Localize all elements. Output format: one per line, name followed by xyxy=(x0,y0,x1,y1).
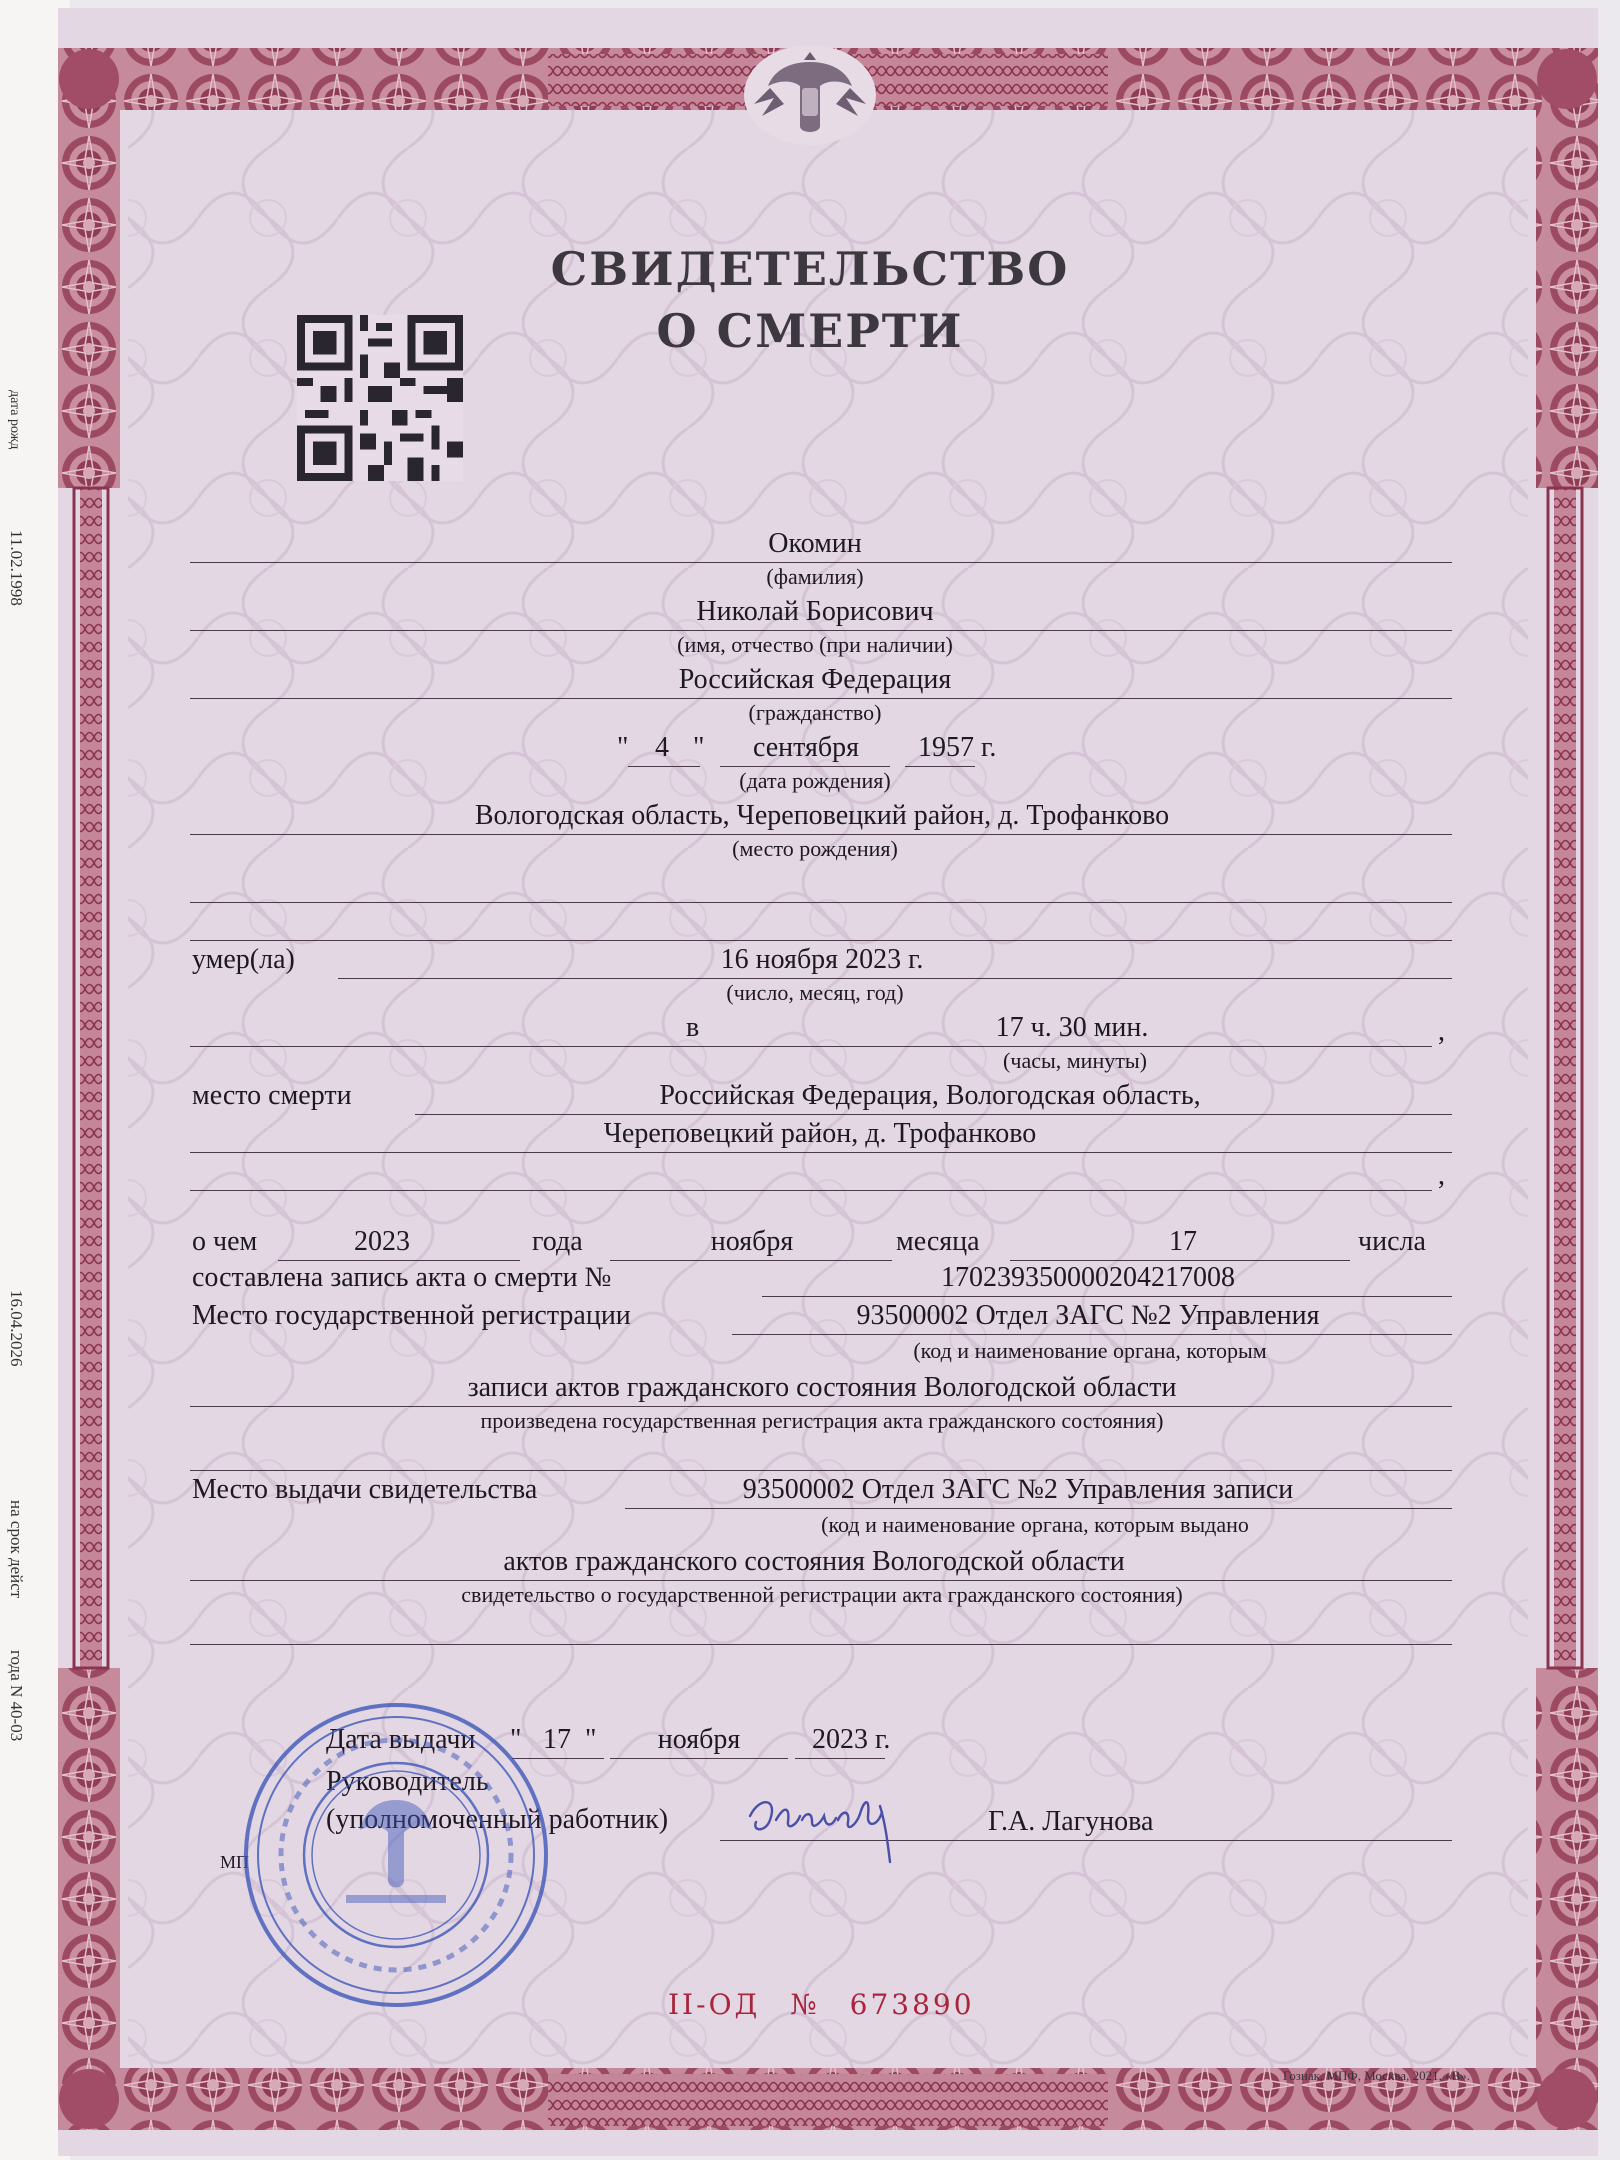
citizenship-value: Российская Федерация xyxy=(678,664,952,695)
signature xyxy=(740,1776,920,1866)
birth-year-value: 1957 г. xyxy=(918,732,997,763)
rule xyxy=(190,1046,1432,1047)
died-label: умер(ла) xyxy=(192,944,295,975)
birth-date-close-quote: " xyxy=(693,732,705,763)
qr-code xyxy=(296,315,464,481)
issue-day-value: 17 xyxy=(543,1724,571,1755)
rule xyxy=(190,1406,1452,1407)
stray-text: дата рожд xyxy=(7,390,22,450)
rule xyxy=(190,1580,1452,1581)
issue-place-line2: актов гражданского состояния Вологодской области xyxy=(503,1546,1125,1577)
rule xyxy=(415,1114,1452,1115)
issue-month-value: ноября xyxy=(657,1724,741,1755)
head-label: Руководитель xyxy=(326,1766,489,1797)
record-year-value: 2023 xyxy=(354,1226,410,1257)
rule xyxy=(610,1260,892,1261)
mp-label: МП xyxy=(220,1852,250,1872)
stray-text: на срок дейст xyxy=(7,1500,26,1599)
rule xyxy=(190,1190,1432,1191)
record-prefix: о чем xyxy=(192,1226,258,1257)
rule xyxy=(625,1508,1452,1509)
rule xyxy=(190,940,1452,941)
issue-year-value: 2023 г. xyxy=(812,1724,891,1755)
death-date-caption: (число, месяц, год) xyxy=(726,980,904,1005)
head-sublabel: (уполномоченный работник) xyxy=(326,1804,669,1835)
issue-place-label: Место выдачи свидетельства xyxy=(192,1474,538,1505)
rule xyxy=(338,978,1452,979)
birth-day-value: 4 xyxy=(655,732,669,763)
record-month-word: месяца xyxy=(896,1226,980,1257)
record-month-value: ноября xyxy=(710,1226,794,1257)
registration-caption-line2: произведена государственная регистрация акта гражданского состояния) xyxy=(480,1408,1164,1433)
death-place-line2: Череповецкий район, д. Трофанково xyxy=(603,1118,1037,1149)
rule xyxy=(795,1758,885,1759)
rule xyxy=(190,1152,1452,1153)
rule xyxy=(190,1470,1452,1471)
given-names-caption: (имя, отчество (при наличии) xyxy=(677,632,953,657)
record-number-value: 170239350000204217008 xyxy=(941,1262,1235,1293)
registration-place-line2: записи актов гражданского состояния Вологодской области xyxy=(467,1372,1177,1403)
rule xyxy=(762,1296,1452,1297)
serial-symbol: № xyxy=(790,1988,820,2021)
record-day-value: 17 xyxy=(1169,1226,1197,1257)
comma: , xyxy=(1438,1160,1445,1191)
birth-date-open-quote: " xyxy=(617,732,629,763)
registration-place-label: Место государственной регистрации xyxy=(192,1300,631,1331)
stray-text: года N 40-03 xyxy=(7,1650,26,1742)
rule xyxy=(610,1758,788,1759)
serial-number xyxy=(668,1988,975,2021)
record-day-word: числа xyxy=(1358,1226,1426,1257)
registration-place-line1: 93500002 Отдел ЗАГС №2 Управления xyxy=(856,1300,1320,1331)
death-place-line1: Российская Федерация, Вологодская область, xyxy=(659,1080,1201,1111)
issue-date-label: Дата выдачи xyxy=(326,1724,476,1755)
given-names-value: Николай Борисович xyxy=(696,596,934,627)
birth-place-value: Вологодская область, Череповецкий район, д. Трофанково xyxy=(474,800,1170,831)
death-date-value: 16 ноября 2023 г. xyxy=(720,944,924,975)
issue-date-close-quote: " xyxy=(585,1724,597,1755)
rule xyxy=(1010,1260,1350,1261)
birth-place-caption: (место рождения) xyxy=(732,836,898,861)
death-place-label: место смерти xyxy=(192,1080,352,1111)
comma: , xyxy=(1438,1016,1445,1047)
issue-caption-line2: свидетельство о государственной регистрации акта гражданского состояния) xyxy=(461,1582,1183,1607)
birth-date-caption: (дата рождения) xyxy=(739,768,891,793)
rule xyxy=(720,766,890,767)
issue-caption-line1: (код и наименование органа, которым выдано xyxy=(821,1512,1249,1537)
record-year-word: года xyxy=(532,1226,583,1257)
issue-place-line1: 93500002 Отдел ЗАГС №2 Управления записи xyxy=(742,1474,1294,1505)
rule xyxy=(190,630,1452,631)
rule xyxy=(628,766,700,767)
printer-imprint: Гознак, МПФ, Москва, 2021, «В». xyxy=(1282,2068,1470,2083)
stray-text: 11.02.1998 xyxy=(7,530,26,606)
record-number-label: составлена запись акта о смерти № xyxy=(192,1262,612,1293)
registration-caption-line1: (код и наименование органа, которым xyxy=(913,1338,1267,1363)
issue-date-open-quote: " xyxy=(510,1724,522,1755)
rule xyxy=(190,1644,1452,1645)
serial-number-value: 673890 xyxy=(849,1988,975,2021)
rule xyxy=(278,1260,520,1261)
coat-of-arms-icon xyxy=(740,40,880,150)
death-time-caption: (часы, минуты) xyxy=(1003,1048,1147,1073)
death-time-value: 17 ч. 30 мин. xyxy=(995,1012,1149,1043)
rule xyxy=(905,766,975,767)
surname-caption: (фамилия) xyxy=(766,564,864,589)
rule xyxy=(732,1334,1452,1335)
stray-text: 16.04.2026 xyxy=(7,1290,26,1367)
citizenship-caption: (гражданство) xyxy=(748,700,882,725)
surname-value: Окомин xyxy=(768,528,862,559)
rule xyxy=(190,698,1452,699)
document-title: СВИДЕТЕЛЬСТВО xyxy=(550,242,1070,296)
rule xyxy=(190,834,1452,835)
document-subtitle: О СМЕРТИ xyxy=(656,304,964,358)
rule xyxy=(190,562,1452,563)
official-stamp xyxy=(226,1690,566,2020)
birth-month-value: сентября xyxy=(752,732,860,763)
head-name-value: Г.А. Лагунова xyxy=(988,1806,1154,1837)
time-prefix: в xyxy=(686,1012,700,1043)
rule xyxy=(190,902,1452,903)
serial-series: II-ОД xyxy=(668,1988,761,2021)
